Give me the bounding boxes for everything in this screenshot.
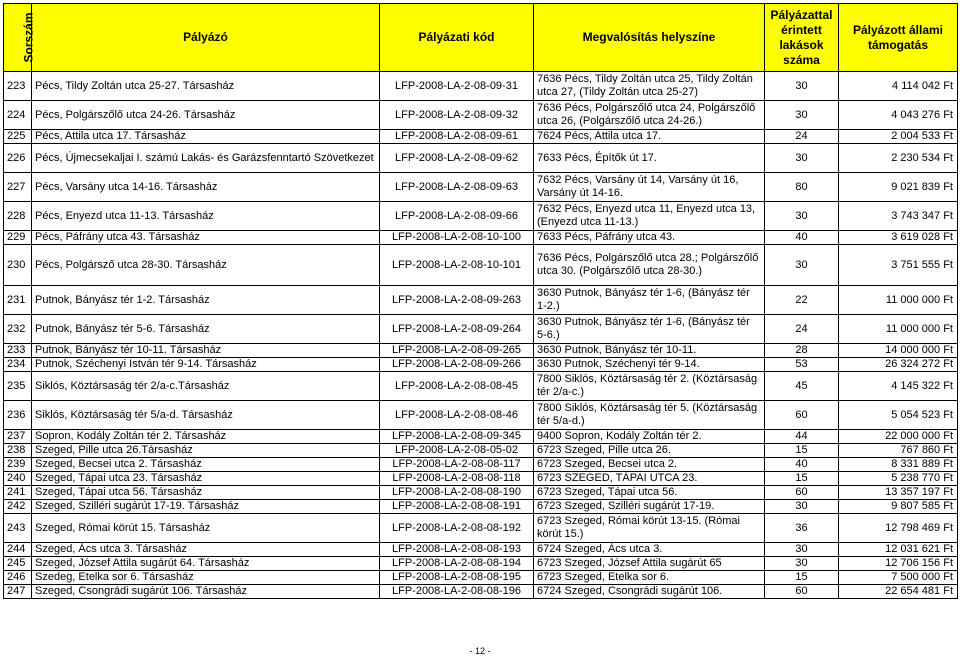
row-units: 30 (765, 144, 839, 173)
table-row (4, 101, 958, 130)
table-row (4, 286, 958, 315)
row-code: LFP-2008-LA-2-08-10-101 (380, 245, 534, 286)
row-units: 30 (765, 557, 839, 571)
table-row (4, 202, 958, 231)
table-row (4, 372, 958, 401)
row-code: LFP-2008-LA-2-08-08-117 (380, 458, 534, 472)
row-location: 6723 Szeged, Szilléri sugárút 17-19. (534, 500, 765, 514)
row-support: 767 860 Ft (839, 444, 958, 458)
header-code: Pályázati kód (380, 4, 534, 72)
table-row (4, 543, 958, 557)
row-number: 223 (4, 72, 32, 101)
row-code: LFP-2008-LA-2-08-09-62 (380, 144, 534, 173)
row-code: LFP-2008-LA-2-08-08-190 (380, 486, 534, 500)
row-code: LFP-2008-LA-2-08-08-46 (380, 401, 534, 430)
row-location: 7624 Pécs, Attila utca 17. (534, 130, 765, 144)
row-applicant: Pécs, Attila utca 17. Társasház (32, 130, 380, 144)
row-number: 225 (4, 130, 32, 144)
row-support: 3 743 347 Ft (839, 202, 958, 231)
row-number: 238 (4, 444, 32, 458)
row-number: 235 (4, 372, 32, 401)
row-units: 30 (765, 202, 839, 231)
row-units: 30 (765, 543, 839, 557)
row-location: 6724 Szeged, Csongrádi sugárút 106. (534, 585, 765, 599)
row-location: 6723 Szeged, Etelka sor 6. (534, 571, 765, 585)
row-number: 239 (4, 458, 32, 472)
row-support: 3 751 555 Ft (839, 245, 958, 286)
row-applicant: Szeged, Szilléri sugárút 17-19. Társasház (32, 500, 380, 514)
header-units: Pályázattal érintett lakások száma (765, 4, 839, 72)
row-applicant: Szeged, Ács utca 3. Társasház (32, 543, 380, 557)
row-location: 9400 Sopron, Kodály Zoltán tér 2. (534, 430, 765, 444)
row-code: LFP-2008-LA-2-08-10-100 (380, 231, 534, 245)
header-row (4, 4, 958, 72)
row-units: 22 (765, 286, 839, 315)
row-number: 242 (4, 500, 32, 514)
row-units: 15 (765, 472, 839, 486)
row-code: LFP-2008-LA-2-08-09-31 (380, 72, 534, 101)
row-applicant: Pécs, Tildy Zoltán utca 25-27. Társasház (32, 72, 380, 101)
row-units: 45 (765, 372, 839, 401)
table-row (4, 130, 958, 144)
row-location: 6723 Szeged, József Attila sugárút 65 (534, 557, 765, 571)
row-location: 7633 Pécs, Építők út 17. (534, 144, 765, 173)
row-applicant: Putnok, Széchenyi István tér 9-14. Társasház (32, 358, 380, 372)
row-units: 36 (765, 514, 839, 543)
page-number: - 12 - (469, 646, 491, 656)
row-location: 7800 Siklós, Köztársaság tér 2. (Köztársaság tér 2/a-c.) (534, 372, 765, 401)
table-row (4, 472, 958, 486)
row-number: 227 (4, 173, 32, 202)
row-support: 9 021 839 Ft (839, 173, 958, 202)
row-code: LFP-2008-LA-2-08-09-263 (380, 286, 534, 315)
row-code: LFP-2008-LA-2-08-09-265 (380, 344, 534, 358)
table-row (4, 514, 958, 543)
row-number: 234 (4, 358, 32, 372)
table-row (4, 557, 958, 571)
row-support: 12 798 469 Ft (839, 514, 958, 543)
row-code: LFP-2008-LA-2-08-08-118 (380, 472, 534, 486)
row-number: 224 (4, 101, 32, 130)
row-applicant: Szeged, Becsei utca 2. Társasház (32, 458, 380, 472)
row-code: LFP-2008-LA-2-08-09-66 (380, 202, 534, 231)
row-units: 60 (765, 486, 839, 500)
row-location: 6723 Szeged, Pille utca 26. (534, 444, 765, 458)
row-applicant: Siklós, Köztársaság tér 2/a-c.Társasház (32, 372, 380, 401)
row-code: LFP-2008-LA-2-08-09-61 (380, 130, 534, 144)
row-support: 3 619 028 Ft (839, 231, 958, 245)
row-applicant: Pécs, Varsány utca 14-16. Társasház (32, 173, 380, 202)
row-applicant: Szedeg, Etelka sor 6. Társasház (32, 571, 380, 585)
row-units: 15 (765, 571, 839, 585)
row-number: 241 (4, 486, 32, 500)
row-applicant: Szeged, Csongrádi sugárút 106. Társasház (32, 585, 380, 599)
table-row (4, 401, 958, 430)
row-units: 30 (765, 245, 839, 286)
row-code: LFP-2008-LA-2-08-09-266 (380, 358, 534, 372)
row-location: 7632 Pécs, Enyezd utca 11, Enyezd utca 13, (Enyezd utca 11-13.) (534, 202, 765, 231)
row-units: 30 (765, 500, 839, 514)
row-support: 9 807 585 Ft (839, 500, 958, 514)
row-number: 226 (4, 144, 32, 173)
row-units: 80 (765, 173, 839, 202)
table-row (4, 430, 958, 444)
row-location: 7636 Pécs, Polgárszőlő utca 24, Polgárszőlő utca 26, (Polgárszőlő utca 24-26.) (534, 101, 765, 130)
header-applicant: Pályázó (32, 4, 380, 72)
row-number: 244 (4, 543, 32, 557)
row-support: 4 145 322 Ft (839, 372, 958, 401)
row-number: 246 (4, 571, 32, 585)
row-units: 53 (765, 358, 839, 372)
table-row (4, 444, 958, 458)
row-applicant: Szeged, Római körút 15. Társasház (32, 514, 380, 543)
row-units: 28 (765, 344, 839, 358)
row-support: 8 331 889 Ft (839, 458, 958, 472)
row-applicant: Pécs, Újmecsekaljai I. számú Lakás- és Garázsfenntartó Szövetkezet (32, 144, 380, 173)
row-applicant: Szeged, József Attila sugárút 64. Társasház (32, 557, 380, 571)
row-location: 6723 Szeged, Becsei utca 2. (534, 458, 765, 472)
row-location: 6723 SZEGED, TÁPAI UTCA 23. (534, 472, 765, 486)
row-code: LFP-2008-LA-2-08-09-264 (380, 315, 534, 344)
row-support: 4 043 276 Ft (839, 101, 958, 130)
row-support: 2 004 533 Ft (839, 130, 958, 144)
row-code: LFP-2008-LA-2-08-09-63 (380, 173, 534, 202)
row-number: 245 (4, 557, 32, 571)
table-row (4, 358, 958, 372)
row-units: 40 (765, 231, 839, 245)
row-location: 6723 Szeged, Tápai utca 56. (534, 486, 765, 500)
row-code: LFP-2008-LA-2-08-08-191 (380, 500, 534, 514)
row-number: 240 (4, 472, 32, 486)
row-code: LFP-2008-LA-2-08-09-345 (380, 430, 534, 444)
table-row (4, 72, 958, 101)
row-location: 3630 Putnok, Bányász tér 10-11. (534, 344, 765, 358)
row-units: 24 (765, 130, 839, 144)
row-number: 228 (4, 202, 32, 231)
row-units: 44 (765, 430, 839, 444)
row-support: 26 324 272 Ft (839, 358, 958, 372)
row-number: 236 (4, 401, 32, 430)
row-number: 232 (4, 315, 32, 344)
row-code: LFP-2008-LA-2-08-09-32 (380, 101, 534, 130)
row-support: 7 500 000 Ft (839, 571, 958, 585)
row-number: 247 (4, 585, 32, 599)
row-location: 7636 Pécs, Tildy Zoltán utca 25, Tildy Zoltán utca 27, (Tildy Zoltán utca 25-27) (534, 72, 765, 101)
row-location: 6723 Szeged, Római körút 13-15. (Római körút 15.) (534, 514, 765, 543)
table-row (4, 571, 958, 585)
row-location: 7633 Pécs, Páfrány utca 43. (534, 231, 765, 245)
row-applicant: Sopron, Kodály Zoltán tér 2. Társasház (32, 430, 380, 444)
row-code: LFP-2008-LA-2-08-08-193 (380, 543, 534, 557)
header-support: Pályázott állami támogatás (839, 4, 958, 72)
row-applicant: Szeged, Tápai utca 56. Társasház (32, 486, 380, 500)
row-location: 3630 Putnok, Bányász tér 1-6, (Bányász tér 5-6.) (534, 315, 765, 344)
row-support: 12 706 156 Ft (839, 557, 958, 571)
row-location: 6724 Szeged, Ács utca 3. (534, 543, 765, 557)
table-row (4, 486, 958, 500)
row-applicant: Pécs, Polgárszőlő utca 24-26. Társasház (32, 101, 380, 130)
row-applicant: Putnok, Bányász tér 5-6. Társasház (32, 315, 380, 344)
row-applicant: Szeged, Tápai utca 23. Társasház (32, 472, 380, 486)
row-applicant: Putnok, Bányász tér 10-11. Társasház (32, 344, 380, 358)
row-support: 2 230 534 Ft (839, 144, 958, 173)
row-number: 233 (4, 344, 32, 358)
row-applicant: Pécs, Páfrány utca 43. Társasház (32, 231, 380, 245)
row-applicant: Pécs, Polgársző utca 28-30. Társasház (32, 245, 380, 286)
row-support: 22 000 000 Ft (839, 430, 958, 444)
row-number: 229 (4, 231, 32, 245)
table-row (4, 231, 958, 245)
row-units: 30 (765, 72, 839, 101)
table-row (4, 144, 958, 173)
header-location: Megvalósítás helyszíne (534, 4, 765, 72)
row-code: LFP-2008-LA-2-08-08-192 (380, 514, 534, 543)
table-body (4, 72, 958, 599)
row-applicant: Siklós, Köztársaság tér 5/a-d. Társasház (32, 401, 380, 430)
row-location: 3630 Putnok, Széchenyi tér 9-14. (534, 358, 765, 372)
grant-table (3, 3, 958, 599)
row-location: 3630 Putnok, Bányász tér 1-6, (Bányász tér 1-2.) (534, 286, 765, 315)
row-units: 24 (765, 315, 839, 344)
row-number: 230 (4, 245, 32, 286)
row-location: 7636 Pécs, Polgárszőlő utca 28.; Polgárszőlő utca 30. (Polgárszőlő utca 28-30.) (534, 245, 765, 286)
row-units: 60 (765, 401, 839, 430)
table-row (4, 500, 958, 514)
table-row (4, 585, 958, 599)
table-row (4, 173, 958, 202)
header-no: Sorszám (4, 4, 32, 72)
row-number: 243 (4, 514, 32, 543)
row-support: 12 031 621 Ft (839, 543, 958, 557)
row-support: 11 000 000 Ft (839, 286, 958, 315)
row-number: 231 (4, 286, 32, 315)
row-number: 237 (4, 430, 32, 444)
row-location: 7800 Siklós, Köztársaság tér 5. (Köztársaság tér 5/a-d.) (534, 401, 765, 430)
row-code: LFP-2008-LA-2-08-08-196 (380, 585, 534, 599)
row-applicant: Szeged, Pille utca 26.Társasház (32, 444, 380, 458)
row-units: 30 (765, 101, 839, 130)
table-row (4, 344, 958, 358)
row-support: 22 654 481 Ft (839, 585, 958, 599)
row-support: 11 000 000 Ft (839, 315, 958, 344)
row-support: 5 054 523 Ft (839, 401, 958, 430)
row-code: LFP-2008-LA-2-08-08-195 (380, 571, 534, 585)
row-units: 60 (765, 585, 839, 599)
row-support: 5 238 770 Ft (839, 472, 958, 486)
row-applicant: Pécs, Enyezd utca 11-13. Társasház (32, 202, 380, 231)
row-location: 7632 Pécs, Varsány út 14, Varsány út 16, Varsány út 14-16. (534, 173, 765, 202)
row-units: 15 (765, 444, 839, 458)
row-code: LFP-2008-LA-2-08-08-45 (380, 372, 534, 401)
row-support: 14 000 000 Ft (839, 344, 958, 358)
table-row (4, 458, 958, 472)
table-row (4, 315, 958, 344)
row-support: 4 114 042 Ft (839, 72, 958, 101)
row-code: LFP-2008-LA-2-08-05-02 (380, 444, 534, 458)
row-code: LFP-2008-LA-2-08-08-194 (380, 557, 534, 571)
row-units: 40 (765, 458, 839, 472)
row-applicant: Putnok, Bányász tér 1-2. Társasház (32, 286, 380, 315)
row-support: 13 357 197 Ft (839, 486, 958, 500)
table-row (4, 245, 958, 286)
